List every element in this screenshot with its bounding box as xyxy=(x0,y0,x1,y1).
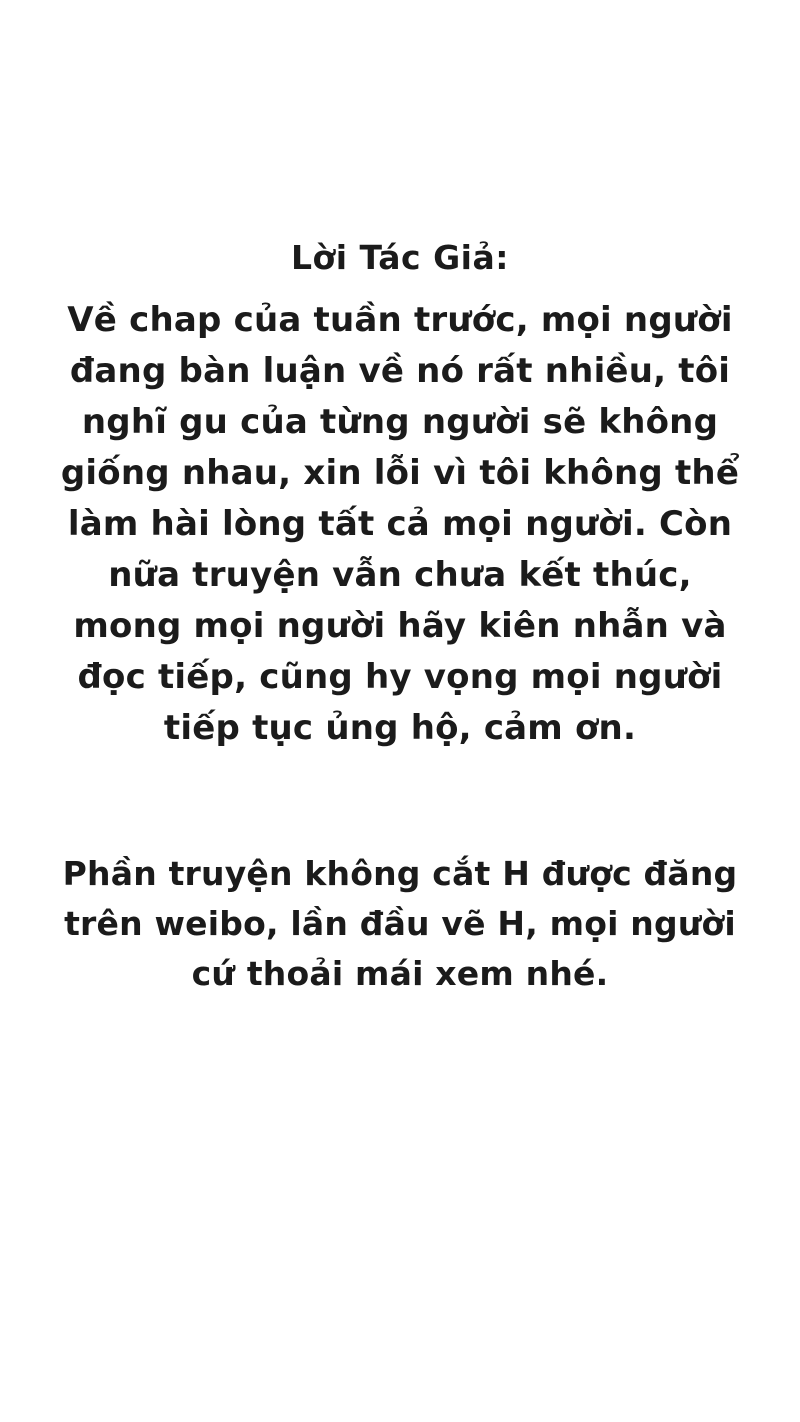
author-note-paragraph-2-text: Phần truyện không cắt H được đăng trên weibo, lần đầu vẽ H, mọi người cứ thoải mái xem nhé. xyxy=(62,853,738,993)
author-note-paragraph-1-text: Về chap của tuần trước, mọi người đang bàn luận về nó rất nhiều, tôi nghĩ gu của từng người sẽ không giống nhau, xin lỗi vì tôi không thể làm hài lòng tất cả mọi người. Còn nữa truyện vẫn chưa kết thúc, mong mọi người hãy kiên nhẫn và đọc tiếp, cũng hy vọng mọi người tiếp tục ủng hộ, cảm ơn. xyxy=(60,299,740,748)
author-note-title: Lời Tác Giả: xyxy=(291,238,509,277)
author-note-paragraph-2 xyxy=(50,849,750,999)
author-note-block xyxy=(50,236,750,1032)
author-note-paragraph-1 xyxy=(50,295,750,754)
author-note-spacer xyxy=(50,754,750,816)
